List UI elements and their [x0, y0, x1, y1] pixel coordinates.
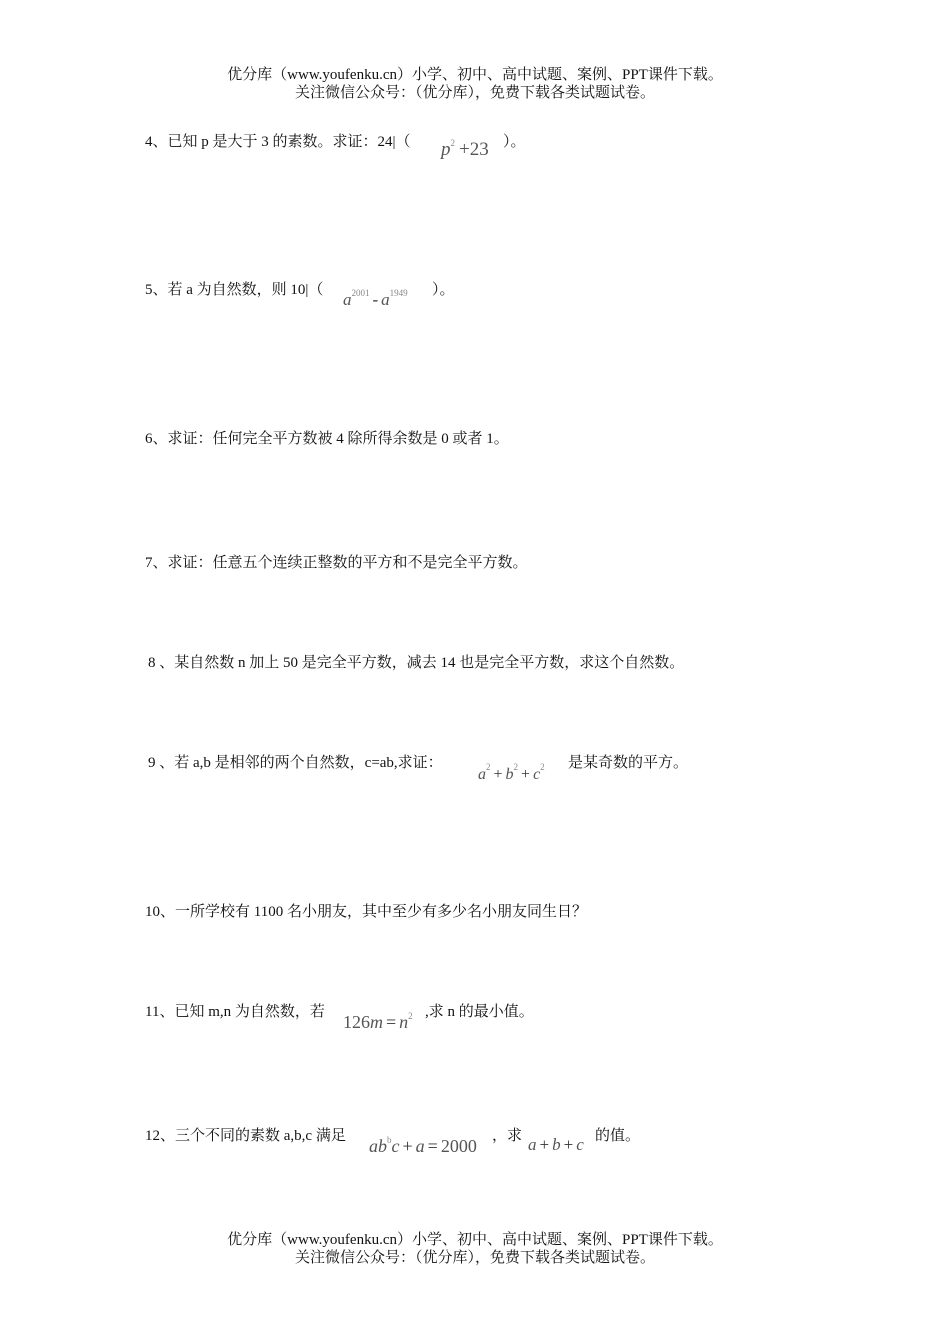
question-12-formula-1: $ab^bc + a = 2000$	[369, 1135, 477, 1156]
question-12	[145, 1124, 346, 1145]
question-10	[145, 900, 587, 921]
question-11-formula: $126m = n^2$	[343, 1011, 413, 1032]
page-footer	[0, 1231, 950, 1267]
question-6-text: 6、求证：任何完全平方数被 4 除所得余数是 0 或者 1。	[145, 431, 509, 447]
question-9-formula: $a^2 + b^2 + c^2$	[478, 762, 545, 783]
question-5-close: ）。	[432, 282, 455, 298]
footer-line-1: 优分库（www.youfenku.cn）小学、初中、高中试题、案例、PPT课件下载。	[227, 1232, 723, 1248]
question-12-formula-2: a + b + c	[528, 1135, 584, 1154]
question-7	[145, 551, 528, 572]
question-12-text: 12、三个不同的素数 a,b,c 满足	[145, 1128, 346, 1144]
question-9-after: 是某奇数的平方。	[568, 755, 689, 771]
question-5-formula: $a^{2001} - a^{1949}$	[343, 288, 408, 309]
question-6	[145, 427, 509, 448]
question-11	[145, 1000, 325, 1021]
question-12-after: 的值。	[595, 1128, 641, 1144]
question-4	[145, 130, 411, 151]
question-5	[145, 278, 323, 299]
question-9	[148, 751, 443, 772]
question-7-text: 7、求证：任意五个连续正整数的平方和不是完全平方数。	[145, 555, 528, 571]
question-4-formula: $p^2 +23$	[441, 138, 489, 160]
question-8-text: 8 、某自然数 n 加上 50 是完全平方数，减去 14 也是完全平方数，求这个自然数。	[148, 655, 685, 671]
question-10-text: 10、一所学校有 1100 名小朋友，其中至少有多少名小朋友同生日？	[145, 904, 587, 920]
question-4-text: 4、已知 p 是大于 3 的素数。求证：24|（	[145, 134, 411, 150]
question-11-after: ,求 n 的最小值。	[425, 1004, 534, 1020]
question-11-text: 11、已知 m,n 为自然数，若	[145, 1004, 325, 1020]
footer-line-2: 关注微信公众号：（优分库），免费下载各类试题试卷。	[294, 1250, 655, 1266]
question-8	[148, 651, 684, 672]
page-header	[0, 66, 950, 102]
question-12-mid: ，求	[492, 1128, 523, 1144]
question-9-text: 9 、若 a,b 是相邻的两个自然数，c=ab,求证：	[148, 755, 443, 771]
question-5-text: 5、若 a 为自然数，则 10|（	[145, 282, 324, 298]
header-line-2: 关注微信公众号：（优分库），免费下载各类试题试卷。	[294, 85, 655, 101]
header-line-1: 优分库（www.youfenku.cn）小学、初中、高中试题、案例、PPT课件下载。	[227, 67, 723, 83]
question-4-close: ）。	[503, 134, 526, 150]
